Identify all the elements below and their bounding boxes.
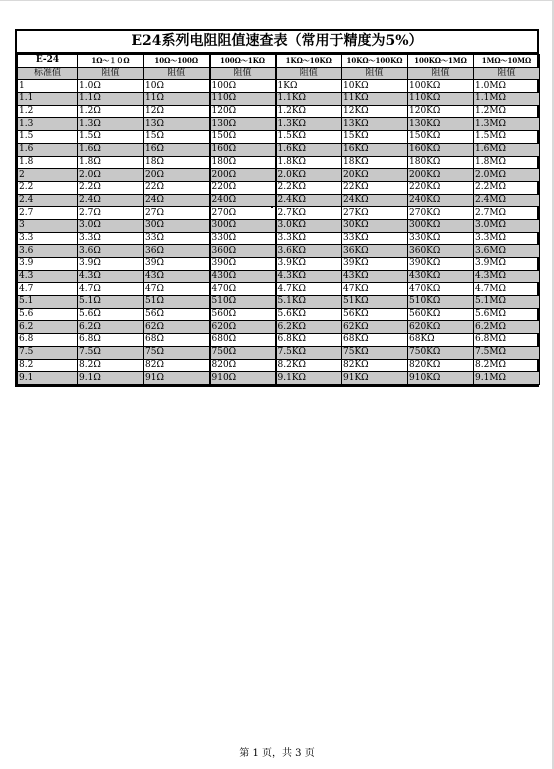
- resistance-cell: 56KΩ: [342, 308, 408, 321]
- resistance-cell: 43KΩ: [342, 270, 408, 283]
- resistance-cell: 3.9Ω: [78, 258, 144, 271]
- resistance-cell: 3.9MΩ: [474, 258, 540, 271]
- resistance-cell: 6.8MΩ: [474, 334, 540, 347]
- resistance-cell: 120Ω: [210, 105, 276, 118]
- resistance-cell: 68Ω: [144, 334, 210, 347]
- resistance-cell: 560Ω: [210, 308, 276, 321]
- range-header: 100KΩ～1MΩ: [408, 55, 474, 68]
- resistance-cell: 110KΩ: [408, 93, 474, 106]
- range-header: 10Ω～100Ω: [144, 55, 210, 68]
- resistance-cell: 51Ω: [144, 296, 210, 309]
- resistor-value-table: [17, 54, 540, 385]
- resistance-cell: 8.2KΩ: [276, 359, 342, 372]
- resistance-cell: 150KΩ: [408, 131, 474, 144]
- resistance-cell: 18KΩ: [342, 156, 408, 169]
- table-title: E24系列电阻阻值速查表（常用于精度为5%）: [17, 31, 537, 54]
- resistance-cell: 330KΩ: [408, 232, 474, 245]
- resistance-cell: 160KΩ: [408, 143, 474, 156]
- resistance-cell: 51KΩ: [342, 296, 408, 309]
- resistance-cell: 270KΩ: [408, 207, 474, 220]
- resistance-cell: 3.0Ω: [78, 219, 144, 232]
- resistance-cell: 2.2Ω: [78, 181, 144, 194]
- resistance-cell: 3.3KΩ: [276, 232, 342, 245]
- resistance-cell: 1.1MΩ: [474, 93, 540, 106]
- resistance-cell: 1.3MΩ: [474, 118, 540, 131]
- resistance-cell: 360Ω: [210, 245, 276, 258]
- resistance-cell: 27KΩ: [342, 207, 408, 220]
- std-value-cell: 2: [18, 169, 78, 182]
- resistance-cell: 8.2Ω: [78, 359, 144, 372]
- resistance-cell: 9.1KΩ: [276, 372, 342, 385]
- value-label: 阻值: [144, 67, 210, 80]
- resistance-cell: 20Ω: [144, 169, 210, 182]
- resistance-cell: 6.2KΩ: [276, 321, 342, 334]
- resistance-cell: 360KΩ: [408, 245, 474, 258]
- std-value-cell: 2.7: [18, 207, 78, 220]
- resistance-cell: 20KΩ: [342, 169, 408, 182]
- resistance-cell: 240KΩ: [408, 194, 474, 207]
- resistance-cell: 2.0KΩ: [276, 169, 342, 182]
- resistance-cell: 390KΩ: [408, 258, 474, 271]
- resistance-cell: 7.5KΩ: [276, 346, 342, 359]
- std-value-cell: 5.1: [18, 296, 78, 309]
- resistance-cell: 24Ω: [144, 194, 210, 207]
- range-header-row: [18, 55, 540, 68]
- resistance-cell: 6.8KΩ: [276, 334, 342, 347]
- table-row: [18, 232, 540, 245]
- resistance-cell: 620Ω: [210, 321, 276, 334]
- resistance-cell: 5.1KΩ: [276, 296, 342, 309]
- resistance-cell: 4.3MΩ: [474, 270, 540, 283]
- value-label: 阻值: [408, 67, 474, 80]
- range-header: 1Ω～１０Ω: [78, 55, 144, 68]
- resistance-cell: 100Ω: [210, 80, 276, 93]
- resistance-cell: 2.2MΩ: [474, 181, 540, 194]
- resistance-cell: 82KΩ: [342, 359, 408, 372]
- resistance-cell: 430Ω: [210, 270, 276, 283]
- resistance-cell: 1.3KΩ: [276, 118, 342, 131]
- resistance-cell: 5.1Ω: [78, 296, 144, 309]
- resistance-cell: 33Ω: [144, 232, 210, 245]
- resistance-cell: 13Ω: [144, 118, 210, 131]
- resistance-cell: 150Ω: [210, 131, 276, 144]
- std-value-cell: 7.5: [18, 346, 78, 359]
- resistance-cell: 4.3Ω: [78, 270, 144, 283]
- stray-mark: [271, 206, 273, 208]
- resistance-cell: 75KΩ: [342, 346, 408, 359]
- table-row: [18, 156, 540, 169]
- resistance-cell: 620KΩ: [408, 321, 474, 334]
- resistance-cell: 2.4Ω: [78, 194, 144, 207]
- resistance-cell: 43Ω: [144, 270, 210, 283]
- resistance-cell: 750Ω: [210, 346, 276, 359]
- table-row: [18, 283, 540, 296]
- std-value-cell: 2.4: [18, 194, 78, 207]
- table-row: [18, 194, 540, 207]
- std-value-cell: 3: [18, 219, 78, 232]
- std-value-cell: 1.2: [18, 105, 78, 118]
- table-row: [18, 346, 540, 359]
- resistance-cell: 120KΩ: [408, 105, 474, 118]
- resistance-cell: 30Ω: [144, 219, 210, 232]
- std-value-cell: 1.6: [18, 143, 78, 156]
- resistance-cell: 18Ω: [144, 156, 210, 169]
- resistance-cell: 22Ω: [144, 181, 210, 194]
- resistance-cell: 10KΩ: [342, 80, 408, 93]
- resistance-cell: 39KΩ: [342, 258, 408, 271]
- table-row: [18, 245, 540, 258]
- table-row: [18, 219, 540, 232]
- resistance-cell: 12KΩ: [342, 105, 408, 118]
- std-value-cell: 4.3: [18, 270, 78, 283]
- resistance-cell: 1.2Ω: [78, 105, 144, 118]
- resistance-cell: 2.2KΩ: [276, 181, 342, 194]
- resistance-cell: 1.2KΩ: [276, 105, 342, 118]
- resistance-cell: 1.5Ω: [78, 131, 144, 144]
- resistance-cell: 30KΩ: [342, 219, 408, 232]
- resistance-cell: 2.7KΩ: [276, 207, 342, 220]
- resistance-cell: 3.6KΩ: [276, 245, 342, 258]
- resistance-cell: 15KΩ: [342, 131, 408, 144]
- resistance-cell: 470Ω: [210, 283, 276, 296]
- resistance-cell: 430KΩ: [408, 270, 474, 283]
- resistance-cell: 13KΩ: [342, 118, 408, 131]
- resistance-cell: 6.2MΩ: [474, 321, 540, 334]
- table-row: [18, 181, 540, 194]
- std-value-cell: 9.1: [18, 372, 78, 385]
- resistance-cell: 47Ω: [144, 283, 210, 296]
- table-row: [18, 207, 540, 220]
- resistance-cell: 10Ω: [144, 80, 210, 93]
- resistance-cell: 3.6Ω: [78, 245, 144, 258]
- std-value-label: 标准值: [18, 67, 78, 80]
- std-value-cell: 8.2: [18, 359, 78, 372]
- resistance-cell: 47KΩ: [342, 283, 408, 296]
- resistance-cell: 110Ω: [210, 93, 276, 106]
- resistance-cell: 5.6MΩ: [474, 308, 540, 321]
- std-value-cell: 6.2: [18, 321, 78, 334]
- std-value-cell: 1: [18, 80, 78, 93]
- table-row: [18, 80, 540, 93]
- resistance-cell: 1.1Ω: [78, 93, 144, 106]
- resistance-cell: 1.0Ω: [78, 80, 144, 93]
- e24-header: E-24: [18, 55, 78, 68]
- resistance-cell: 680Ω: [210, 334, 276, 347]
- std-value-cell: 1.3: [18, 118, 78, 131]
- resistance-cell: 1.1KΩ: [276, 93, 342, 106]
- resistance-cell: 1.8Ω: [78, 156, 144, 169]
- resistance-cell: 6.8Ω: [78, 334, 144, 347]
- resistance-cell: 11Ω: [144, 93, 210, 106]
- resistance-cell: 2.0MΩ: [474, 169, 540, 182]
- resistance-cell: 3.0KΩ: [276, 219, 342, 232]
- resistance-cell: 15Ω: [144, 131, 210, 144]
- resistance-cell: 11KΩ: [342, 93, 408, 106]
- resistance-cell: 100KΩ: [408, 80, 474, 93]
- std-value-cell: 1.5: [18, 131, 78, 144]
- resistance-cell: 2.4MΩ: [474, 194, 540, 207]
- page-top-edge: [0, 0, 554, 1]
- value-label: 阻值: [210, 67, 276, 80]
- resistance-cell: 9.1Ω: [78, 372, 144, 385]
- resistance-cell: 330Ω: [210, 232, 276, 245]
- resistance-cell: 470KΩ: [408, 283, 474, 296]
- resistance-cell: 16KΩ: [342, 143, 408, 156]
- resistance-cell: 4.7MΩ: [474, 283, 540, 296]
- resistance-cell: 1.6KΩ: [276, 143, 342, 156]
- table-row: [18, 93, 540, 106]
- range-header: 1MΩ～10MΩ: [474, 55, 540, 68]
- table-row: [18, 296, 540, 309]
- resistance-cell: 8.2MΩ: [474, 359, 540, 372]
- resistance-cell: 4.7KΩ: [276, 283, 342, 296]
- resistance-cell: 1.0MΩ: [474, 80, 540, 93]
- resistance-cell: 3.3MΩ: [474, 232, 540, 245]
- resistance-cell: 62Ω: [144, 321, 210, 334]
- resistance-cell: 1.6Ω: [78, 143, 144, 156]
- resistance-cell: 91Ω: [144, 372, 210, 385]
- table-row: [18, 258, 540, 271]
- resistance-cell: 75Ω: [144, 346, 210, 359]
- resistance-cell: 36KΩ: [342, 245, 408, 258]
- value-label: 阻值: [474, 67, 540, 80]
- resistance-cell: 910Ω: [210, 372, 276, 385]
- value-label: 阻值: [276, 67, 342, 80]
- table-row: [18, 118, 540, 131]
- range-header: 10KΩ～100KΩ: [342, 55, 408, 68]
- resistance-cell: 68KΩ: [342, 334, 408, 347]
- resistance-cell: 1KΩ: [276, 80, 342, 93]
- resistance-cell: 750KΩ: [408, 346, 474, 359]
- resistance-cell: 220KΩ: [408, 181, 474, 194]
- label-header-row: [18, 67, 540, 80]
- resistor-table-sheet: [15, 29, 539, 387]
- table-row: [18, 131, 540, 144]
- resistance-cell: 2.0Ω: [78, 169, 144, 182]
- range-header: 1KΩ～10KΩ: [276, 55, 342, 68]
- table-row: [18, 270, 540, 283]
- std-value-cell: 5.6: [18, 308, 78, 321]
- resistance-cell: 160Ω: [210, 143, 276, 156]
- resistance-cell: 2.7Ω: [78, 207, 144, 220]
- table-row: [18, 143, 540, 156]
- resistance-cell: 510KΩ: [408, 296, 474, 309]
- resistance-cell: 6.2Ω: [78, 321, 144, 334]
- resistance-cell: 300Ω: [210, 219, 276, 232]
- range-header: 100Ω～1KΩ: [210, 55, 276, 68]
- table-body: [18, 80, 540, 385]
- resistance-cell: 7.5Ω: [78, 346, 144, 359]
- resistance-cell: 1.5MΩ: [474, 131, 540, 144]
- resistance-cell: 3.3Ω: [78, 232, 144, 245]
- resistance-cell: 5.1MΩ: [474, 296, 540, 309]
- resistance-cell: 39Ω: [144, 258, 210, 271]
- std-value-cell: 6.8: [18, 334, 78, 347]
- table-row: [18, 105, 540, 118]
- value-label: 阻值: [342, 67, 408, 80]
- resistance-cell: 820Ω: [210, 359, 276, 372]
- resistance-cell: 16Ω: [144, 143, 210, 156]
- resistance-cell: 5.6Ω: [78, 308, 144, 321]
- std-value-cell: 4.7: [18, 283, 78, 296]
- resistance-cell: 33KΩ: [342, 232, 408, 245]
- resistance-cell: 56Ω: [144, 308, 210, 321]
- resistance-cell: 1.3Ω: [78, 118, 144, 131]
- resistance-cell: 560KΩ: [408, 308, 474, 321]
- resistance-cell: 27Ω: [144, 207, 210, 220]
- resistance-cell: 180Ω: [210, 156, 276, 169]
- table-row: [18, 372, 540, 385]
- resistance-cell: 270Ω: [210, 207, 276, 220]
- table-row: [18, 334, 540, 347]
- resistance-cell: 200KΩ: [408, 169, 474, 182]
- resistance-cell: 1.6MΩ: [474, 143, 540, 156]
- resistance-cell: 36Ω: [144, 245, 210, 258]
- table-row: [18, 321, 540, 334]
- resistance-cell: 200Ω: [210, 169, 276, 182]
- resistance-cell: 1.5KΩ: [276, 131, 342, 144]
- value-label: 阻值: [78, 67, 144, 80]
- resistance-cell: 3.6MΩ: [474, 245, 540, 258]
- resistance-cell: 390Ω: [210, 258, 276, 271]
- resistance-cell: 5.6KΩ: [276, 308, 342, 321]
- resistance-cell: 22KΩ: [342, 181, 408, 194]
- resistance-cell: 12Ω: [144, 105, 210, 118]
- std-value-cell: 1.8: [18, 156, 78, 169]
- resistance-cell: 820KΩ: [408, 359, 474, 372]
- resistance-cell: 82Ω: [144, 359, 210, 372]
- resistance-cell: 9.1MΩ: [474, 372, 540, 385]
- resistance-cell: 3.0MΩ: [474, 219, 540, 232]
- resistance-cell: 7.5MΩ: [474, 346, 540, 359]
- resistance-cell: 3.9KΩ: [276, 258, 342, 271]
- resistance-cell: 510Ω: [210, 296, 276, 309]
- resistance-cell: 24KΩ: [342, 194, 408, 207]
- table-row: [18, 308, 540, 321]
- resistance-cell: 240Ω: [210, 194, 276, 207]
- resistance-cell: 220Ω: [210, 181, 276, 194]
- resistance-cell: 180KΩ: [408, 156, 474, 169]
- resistance-cell: 300KΩ: [408, 219, 474, 232]
- std-value-cell: 1.1: [18, 93, 78, 106]
- resistance-cell: 4.3KΩ: [276, 270, 342, 283]
- resistance-cell: 68KΩ: [408, 334, 474, 347]
- resistance-cell: 130KΩ: [408, 118, 474, 131]
- resistance-cell: 1.8KΩ: [276, 156, 342, 169]
- resistance-cell: 1.2MΩ: [474, 105, 540, 118]
- resistance-cell: 130Ω: [210, 118, 276, 131]
- resistance-cell: 2.4KΩ: [276, 194, 342, 207]
- resistance-cell: 910KΩ: [408, 372, 474, 385]
- page-footer: 第 1 页，共 3 页: [239, 748, 315, 759]
- table-row: [18, 359, 540, 372]
- resistance-cell: 4.7Ω: [78, 283, 144, 296]
- resistance-cell: 91KΩ: [342, 372, 408, 385]
- resistance-cell: 62KΩ: [342, 321, 408, 334]
- std-value-cell: 3.6: [18, 245, 78, 258]
- resistance-cell: 1.8MΩ: [474, 156, 540, 169]
- resistance-cell: 2.7MΩ: [474, 207, 540, 220]
- std-value-cell: 3.9: [18, 258, 78, 271]
- std-value-cell: 2.2: [18, 181, 78, 194]
- table-row: [18, 169, 540, 182]
- std-value-cell: 3.3: [18, 232, 78, 245]
